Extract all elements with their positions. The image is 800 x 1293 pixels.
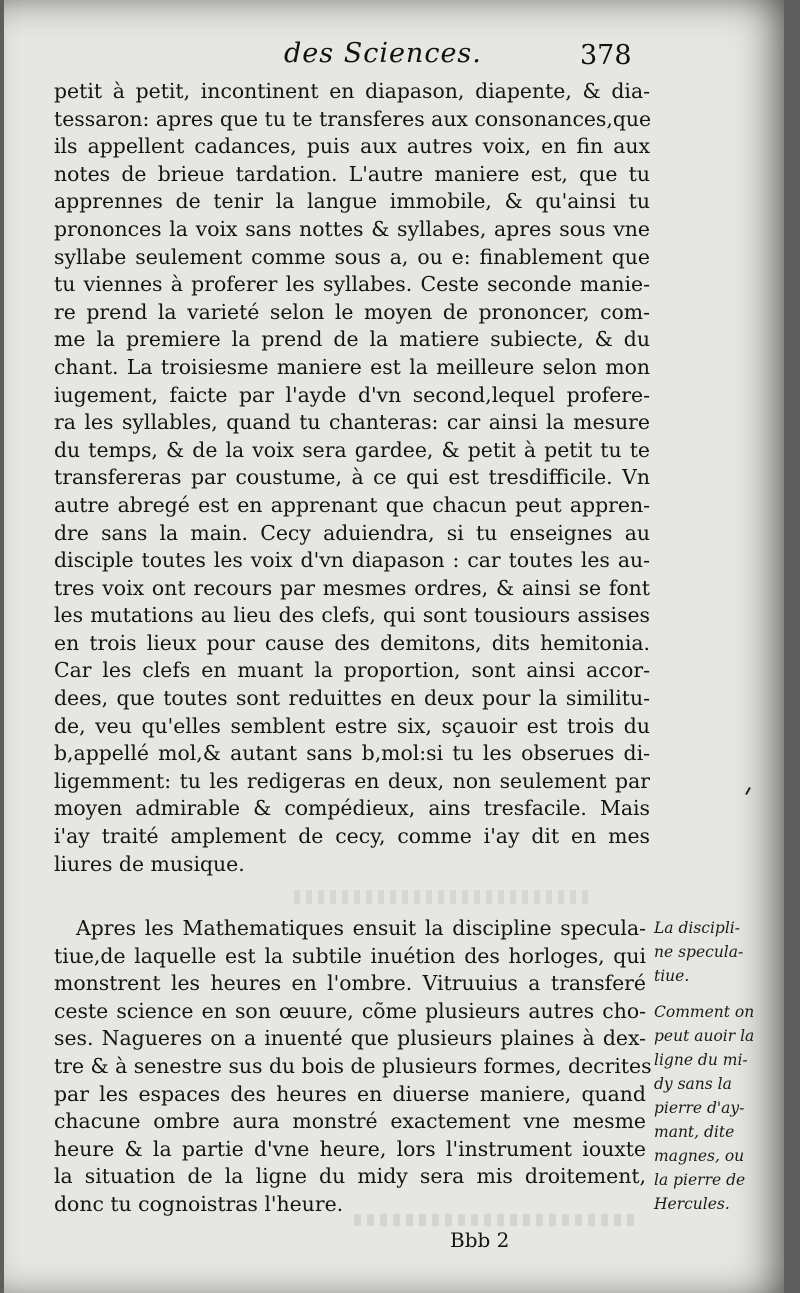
text-line: i'ay traité amplement de cecy, comme i'ay dit en mes — [54, 824, 650, 849]
text-line: dees, que toutes sont reduittes en deux pour la similitu- — [54, 686, 650, 711]
text-line: Apres les Mathematiques ensuit la discipline specula- — [76, 916, 646, 940]
text-line: monstrent les heures en l'ombre. Vitruuius a transferé — [54, 971, 646, 996]
marginal-line: magnes, ou — [654, 1147, 745, 1165]
text-line: apprennes de tenir la langue immobile, & qu'ainsi tu — [54, 189, 650, 214]
text-line: du temps, & de la voix sera gardee, & petit à petit tu te — [54, 437, 650, 462]
page-header — [4, 38, 784, 78]
text-line: autre abregé est en apprenant que chacun peut appren- — [54, 492, 650, 517]
text-line: moyen admirable & compédieux, ains tresfacile. Mais — [54, 796, 650, 821]
text-line: tiue,de laquelle est la subtile inuétion des horloges, qui — [54, 943, 646, 968]
text-line: ses. Nagueres on a inuenté que plusieurs plaines à dex- — [54, 1026, 646, 1051]
text-line: heure & la partie d'vne heure, lors l'instrument iouxte — [54, 1136, 646, 1161]
text-line: tres voix ont recours par mesmes ordres, & ainsi se font — [54, 575, 650, 600]
ink-mark — [745, 787, 751, 795]
text-line: donc tu cognoistras l'heure. — [54, 1191, 344, 1216]
text-line: dre sans la main. Cecy aduiendra, si tu enseignes au — [54, 520, 650, 545]
text-line: iugement, faicte par l'ayde d'vn second,lequel profere- — [54, 382, 650, 407]
signature-mark: Bbb 2 — [450, 1228, 510, 1252]
marginal-line: tiue. — [654, 967, 690, 985]
marginal-line: mant, dite — [654, 1123, 735, 1141]
show-through-text — [294, 890, 594, 904]
text-line: liures de musique. — [54, 851, 245, 876]
text-line: par les espaces des heures en diuerse maniere, quand — [54, 1081, 646, 1106]
text-line: de, veu qu'elles semblent estre six, sçauoir est trois du — [54, 713, 650, 738]
paragraph-1 — [54, 78, 650, 878]
text-line: petit à petit, incontinent en diapason, diapente, & dia- — [54, 79, 650, 103]
marginal-line: ligne du mi- — [654, 1051, 748, 1069]
page-number: 378 — [580, 40, 632, 71]
text-line: syllabe seulement comme sous a, ou e: finablement que — [54, 244, 650, 269]
text-line: la situation de la ligne du midy sera mis droitement, — [54, 1164, 646, 1189]
marginal-line: Comment on — [654, 1003, 755, 1021]
book-page — [4, 0, 784, 1293]
show-through-text — [354, 1214, 634, 1226]
marginal-line: peut auoir la — [654, 1027, 755, 1045]
text-line: transfereras par coustume, à ce qui est tresdifficile. Vn — [54, 465, 650, 490]
text-line: ils appellent cadances, puis aux autres voix, en fin aux — [54, 134, 650, 159]
text-line: b,appellé mol,& autant sans b,mol:si tu les obserues di- — [54, 741, 650, 766]
paragraph-2 — [54, 915, 652, 1219]
text-line: chant. La troisiesme maniere est la meilleure selon mon — [54, 354, 650, 379]
marginal-line: Hercules. — [654, 1195, 730, 1213]
text-line: Car les clefs en muant la proportion, sont ainsi accor- — [54, 658, 650, 683]
marginal-line: ne specula- — [654, 943, 744, 961]
marginal-line: pierre d'ay- — [654, 1099, 745, 1117]
text-line: tre & à senestre sus du bois de plusieurs formes, decrites — [54, 1053, 652, 1078]
text-line: tu viennes à proferer les syllabes. Ceste seconde manie- — [54, 272, 650, 297]
text-line: ligemment: tu les redigeras en deux, non seulement par — [54, 768, 650, 793]
text-line: me la premiere la prend de la matiere subiecte, & du — [54, 327, 650, 352]
marginal-line: la pierre de — [654, 1171, 746, 1189]
text-line: tessaron: apres que tu te transferes aux consonances,que — [54, 106, 652, 131]
running-title: des Sciences. — [284, 38, 482, 69]
text-line: en trois lieux pour cause des demitons, dits hemitonia. — [54, 630, 650, 655]
marginal-line: dy sans la — [654, 1075, 732, 1093]
marginal-note-1 — [654, 916, 779, 988]
text-line: ceste science en son œuure, cõme plusieurs autres cho- — [54, 998, 646, 1023]
text-line: les mutations au lieu des clefs, qui sont tousiours assises — [54, 603, 650, 628]
text-line: ra les syllables, quand tu chanteras: car ainsi la mesure — [54, 410, 650, 435]
text-line: disciple toutes les voix d'vn diapason : car toutes les au- — [54, 548, 650, 573]
text-line: re prend la varieté selon le moyen de prononcer, com- — [54, 299, 650, 324]
text-line: chacune ombre aura monstré exactement vne mesme — [54, 1109, 646, 1134]
marginal-line: La discipli- — [654, 919, 741, 937]
text-line: prononces la voix sans nottes & syllabes, apres sous vne — [54, 216, 650, 241]
text-line: notes de brieue tardation. L'autre maniere est, que tu — [54, 161, 650, 186]
marginal-note-2 — [654, 1000, 779, 1216]
